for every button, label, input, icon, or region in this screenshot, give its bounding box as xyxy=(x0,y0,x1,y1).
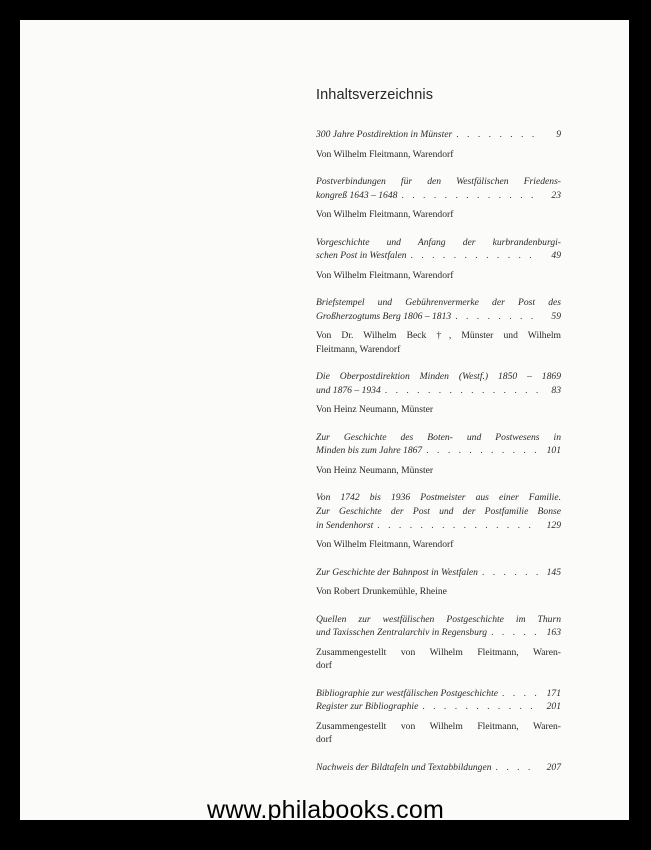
dot-leader xyxy=(418,700,539,714)
toc-title-text: Register zur Bibliographie xyxy=(316,701,419,713)
toc-title-line xyxy=(316,687,561,701)
author-line: Von Heinz Neumann, Münster xyxy=(316,464,434,476)
toc-title-line xyxy=(316,384,561,398)
toc-entry xyxy=(316,370,561,417)
toc-heading: Inhaltsverzeichnis xyxy=(316,87,434,103)
toc-title-line: Zur Geschichte der Post und der Postfamilie Bonse xyxy=(316,505,561,517)
toc-author xyxy=(316,646,561,673)
page-number: 145 xyxy=(546,566,561,578)
toc-title-line xyxy=(316,444,561,458)
table-of-contents xyxy=(316,128,561,788)
toc-author xyxy=(316,403,561,416)
page-number: 171 xyxy=(546,687,561,699)
page-number: 129 xyxy=(546,519,561,531)
toc-title-line: Quellen zur westfälischen Postgeschichte im Thurn xyxy=(316,613,561,625)
toc-entry xyxy=(316,128,561,161)
author-line: Von Wilhelm Fleitmann, Warendorf xyxy=(316,148,454,160)
author-line: Zusammengestellt von Wilhelm Fleitmann, Waren- xyxy=(316,646,561,658)
author-line: Von Wilhelm Fleitmann, Warendorf xyxy=(316,539,454,551)
toc-title-line xyxy=(316,626,561,640)
toc-title-line: Zur Geschichte des Boten- und Postwesens in xyxy=(316,431,561,443)
toc-title-text: 300 Jahre Postdirektion in Münster xyxy=(316,129,453,140)
dot-leader xyxy=(478,566,539,580)
author-line: Von Dr. Wilhelm Beck †, Münster und Wilhelm xyxy=(316,330,561,342)
author-line: Zusammengestellt von Wilhelm Fleitmann, Waren- xyxy=(316,720,561,732)
toc-author xyxy=(316,329,561,356)
dot-leader xyxy=(381,384,539,398)
toc-title-line: Postverbindungen für den Westfälischen Friedens- xyxy=(316,176,561,187)
page-number: 101 xyxy=(546,445,561,457)
toc-title-line xyxy=(316,519,561,533)
toc-title-text: schen Post in Westfalen xyxy=(316,250,407,262)
toc-title-line: Vorgeschichte und Anfang der kurbrandenburgi- xyxy=(316,236,561,248)
dot-leader xyxy=(451,310,539,324)
page-number: 207 xyxy=(546,761,561,773)
dot-leader xyxy=(492,761,539,775)
toc-author xyxy=(316,208,561,221)
toc-author xyxy=(316,464,561,477)
toc-title-line xyxy=(316,249,561,263)
page-number: 83 xyxy=(551,384,561,396)
toc-title-text: Großherzogtums Berg 1806 – 1813 xyxy=(316,310,452,322)
toc-author xyxy=(316,720,561,747)
author-line: Von Wilhelm Fleitmann, Warendorf xyxy=(316,269,454,281)
dot-leader xyxy=(397,189,539,203)
toc-entry xyxy=(316,491,561,551)
toc-entry xyxy=(316,687,561,747)
toc-title-line xyxy=(316,128,561,142)
page-number: 23 xyxy=(551,189,561,201)
toc-entry xyxy=(316,566,561,599)
page-number: 201 xyxy=(546,701,561,713)
toc-entry xyxy=(316,296,561,356)
dot-leader xyxy=(487,626,539,640)
toc-author xyxy=(316,148,561,161)
toc-title-line: Briefstempel und Gebührenvermerke der Post des xyxy=(316,297,561,309)
page-number: 49 xyxy=(551,250,561,262)
toc-entry xyxy=(316,431,561,478)
toc-entry xyxy=(316,175,561,222)
watermark-url: www.philabooks.com xyxy=(206,796,445,824)
toc-title-line xyxy=(316,566,561,580)
dot-leader xyxy=(422,444,539,458)
author-line: Von Heinz Neumann, Münster xyxy=(316,404,434,416)
toc-title-line xyxy=(316,761,561,775)
toc-author xyxy=(316,269,561,282)
author-line: Fleitmann, Warendorf xyxy=(316,343,401,355)
toc-entry xyxy=(316,236,561,283)
toc-author xyxy=(316,538,561,551)
dot-leader xyxy=(407,249,539,263)
toc-title-text: Minden bis zum Jahre 1867 xyxy=(316,445,423,457)
toc-title-text: Bibliographie zur westfälischen Postgeschichte xyxy=(316,687,498,699)
toc-title-line xyxy=(316,310,561,324)
toc-title-text: und 1876 – 1934 xyxy=(316,384,381,396)
toc-title-line xyxy=(316,189,561,203)
dot-leader xyxy=(452,128,539,142)
book-page xyxy=(20,20,629,820)
author-line: dorf xyxy=(316,734,332,746)
toc-title-text: kongreß 1643 – 1648 xyxy=(316,189,398,201)
author-line: dorf xyxy=(316,660,332,672)
toc-title-text: Zur Geschichte der Bahnpost in Westfalen xyxy=(316,566,478,578)
toc-title-text: in Sendenhorst xyxy=(316,519,374,531)
toc-title-text: und Taxisschen Zentralarchiv in Regensburg xyxy=(316,627,488,639)
toc-title-line xyxy=(316,700,561,714)
page-number: 59 xyxy=(551,310,561,322)
page-number: 9 xyxy=(556,129,561,140)
toc-title-text: Nachweis der Bildtafeln und Textabbildungen xyxy=(316,761,492,773)
toc-entry xyxy=(316,613,561,673)
author-line: Von Robert Drunkemühle, Rheine xyxy=(316,586,447,598)
dot-leader xyxy=(373,519,539,533)
page-number: 163 xyxy=(546,627,561,639)
toc-entry xyxy=(316,761,561,775)
dot-leader xyxy=(498,687,539,701)
author-line: Von Wilhelm Fleitmann, Warendorf xyxy=(316,209,454,221)
toc-title-line: Die Oberpostdirektion Minden (Westf.) 1850 – 1869 xyxy=(316,371,561,383)
toc-title-line: Von 1742 bis 1936 Postmeister aus einer Familie. xyxy=(316,492,561,504)
toc-author xyxy=(316,585,561,598)
